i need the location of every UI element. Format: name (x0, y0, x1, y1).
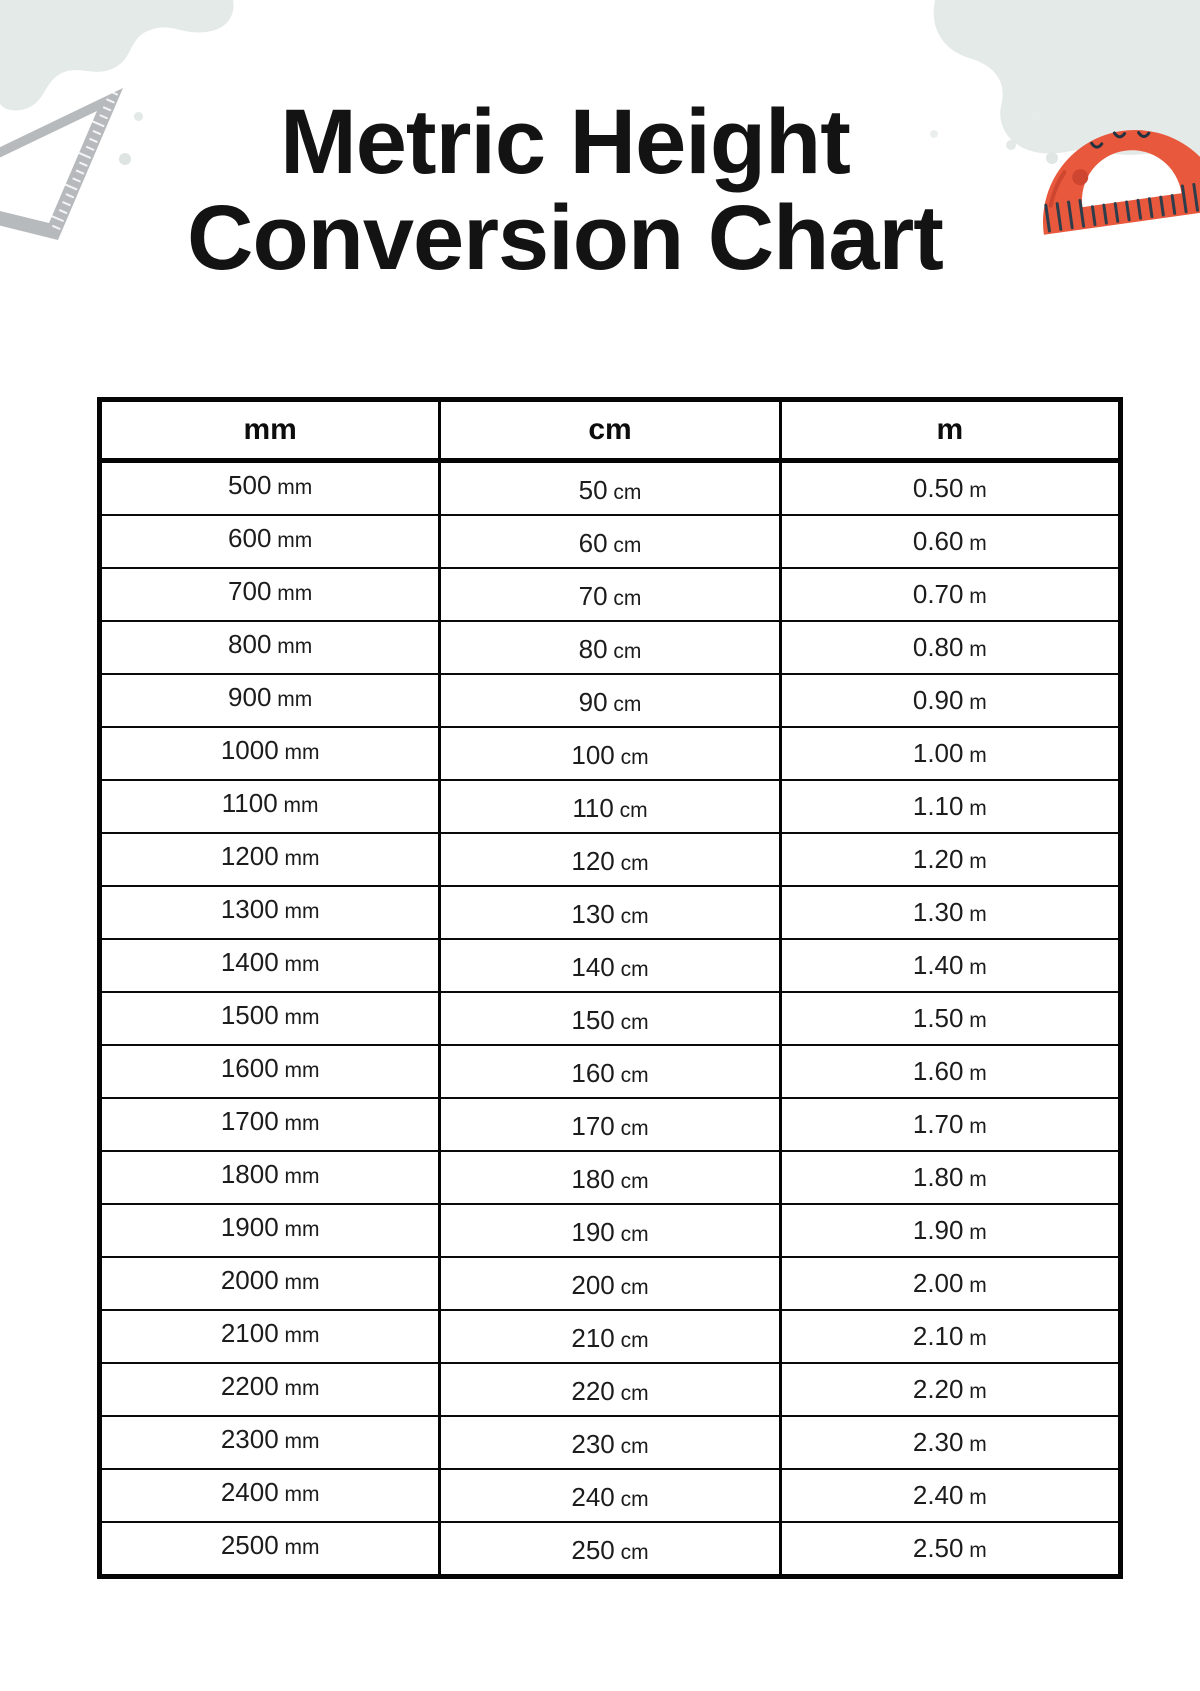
table-row (100, 1416, 1121, 1469)
table-row (100, 780, 1121, 833)
table-cell: 1.70 m (780, 1098, 1120, 1151)
table-cell: 2.30 m (780, 1416, 1120, 1469)
table-cell: 2.40 m (780, 1469, 1120, 1522)
table-row (100, 568, 1121, 621)
table-header (100, 400, 1121, 461)
page-title (0, 91, 1130, 289)
table-cell: 140 cm (440, 939, 780, 992)
table-cell: 1300 mm (100, 886, 440, 939)
table-cell: 90 cm (440, 674, 780, 727)
table-cell: 130 cm (440, 886, 780, 939)
table-cell: 1.20 m (780, 833, 1120, 886)
table-cell: 2.00 m (780, 1257, 1120, 1310)
table-cell: 190 cm (440, 1204, 780, 1257)
table-cell: 180 cm (440, 1151, 780, 1204)
table-cell: 1.00 m (780, 727, 1120, 780)
table-cell: 0.80 m (780, 621, 1120, 674)
table-body (100, 461, 1121, 1577)
table-cell: 1.40 m (780, 939, 1120, 992)
table-cell: 900 mm (100, 674, 440, 727)
table-row (100, 939, 1121, 992)
table-cell: 1500 mm (100, 992, 440, 1045)
conversion-table (97, 397, 1123, 1579)
table-row (100, 1363, 1121, 1416)
table-row (100, 1522, 1121, 1577)
table-cell: 2400 mm (100, 1469, 440, 1522)
table-row (100, 515, 1121, 568)
table-cell: 1000 mm (100, 727, 440, 780)
table-cell: 1400 mm (100, 939, 440, 992)
table-cell: 2300 mm (100, 1416, 440, 1469)
table-cell: 170 cm (440, 1098, 780, 1151)
page-title-line2: Conversion Chart (187, 187, 943, 289)
table-row (100, 833, 1121, 886)
table-cell: 220 cm (440, 1363, 780, 1416)
table-cell: 800 mm (100, 621, 440, 674)
table-cell: 1.90 m (780, 1204, 1120, 1257)
table-cell: 700 mm (100, 568, 440, 621)
table-cell: 1900 mm (100, 1204, 440, 1257)
table-row (100, 1045, 1121, 1098)
table-cell: 150 cm (440, 992, 780, 1045)
table-cell: 0.90 m (780, 674, 1120, 727)
table-cell: 1.80 m (780, 1151, 1120, 1204)
table-cell: 2000 mm (100, 1257, 440, 1310)
table-cell: 0.60 m (780, 515, 1120, 568)
table-row (100, 1257, 1121, 1310)
table-row (100, 1469, 1121, 1522)
table-cell: 600 mm (100, 515, 440, 568)
table-row (100, 992, 1121, 1045)
table-cell: 200 cm (440, 1257, 780, 1310)
table-cell: 1800 mm (100, 1151, 440, 1204)
table-cell: 230 cm (440, 1416, 780, 1469)
table-cell: 500 mm (100, 461, 440, 516)
table-cell: 2100 mm (100, 1310, 440, 1363)
table-cell: 0.50 m (780, 461, 1120, 516)
table-cell: 240 cm (440, 1469, 780, 1522)
table-cell: 1600 mm (100, 1045, 440, 1098)
table-cell: 0.70 m (780, 568, 1120, 621)
table-cell: 120 cm (440, 833, 780, 886)
table-cell: 1.60 m (780, 1045, 1120, 1098)
table-cell: 1.50 m (780, 992, 1120, 1045)
table-cell: 60 cm (440, 515, 780, 568)
table-cell: 210 cm (440, 1310, 780, 1363)
table-cell: 2.50 m (780, 1522, 1120, 1577)
table-row (100, 674, 1121, 727)
page-title-line1: Metric Height (280, 91, 850, 193)
table-cell: 1.30 m (780, 886, 1120, 939)
table-row (100, 1098, 1121, 1151)
table-cell: 2.10 m (780, 1310, 1120, 1363)
table-cell: 1100 mm (100, 780, 440, 833)
table-cell: 250 cm (440, 1522, 780, 1577)
table-cell: 80 cm (440, 621, 780, 674)
table-cell: 1700 mm (100, 1098, 440, 1151)
column-header-m: m (780, 400, 1120, 461)
column-header-mm: mm (100, 400, 440, 461)
table-row (100, 727, 1121, 780)
table-cell: 1200 mm (100, 833, 440, 886)
table-cell: 2500 mm (100, 1522, 440, 1577)
table-row (100, 461, 1121, 516)
table-header-row (100, 400, 1121, 461)
conversion-table-wrap (97, 397, 1123, 1579)
table-row (100, 886, 1121, 939)
table-cell: 2.20 m (780, 1363, 1120, 1416)
table-row (100, 621, 1121, 674)
table-cell: 50 cm (440, 461, 780, 516)
table-row (100, 1151, 1121, 1204)
table-row (100, 1310, 1121, 1363)
table-cell: 2200 mm (100, 1363, 440, 1416)
column-header-cm: cm (440, 400, 780, 461)
table-cell: 110 cm (440, 780, 780, 833)
table-cell: 160 cm (440, 1045, 780, 1098)
table-row (100, 1204, 1121, 1257)
table-cell: 100 cm (440, 727, 780, 780)
table-cell: 1.10 m (780, 780, 1120, 833)
table-cell: 70 cm (440, 568, 780, 621)
